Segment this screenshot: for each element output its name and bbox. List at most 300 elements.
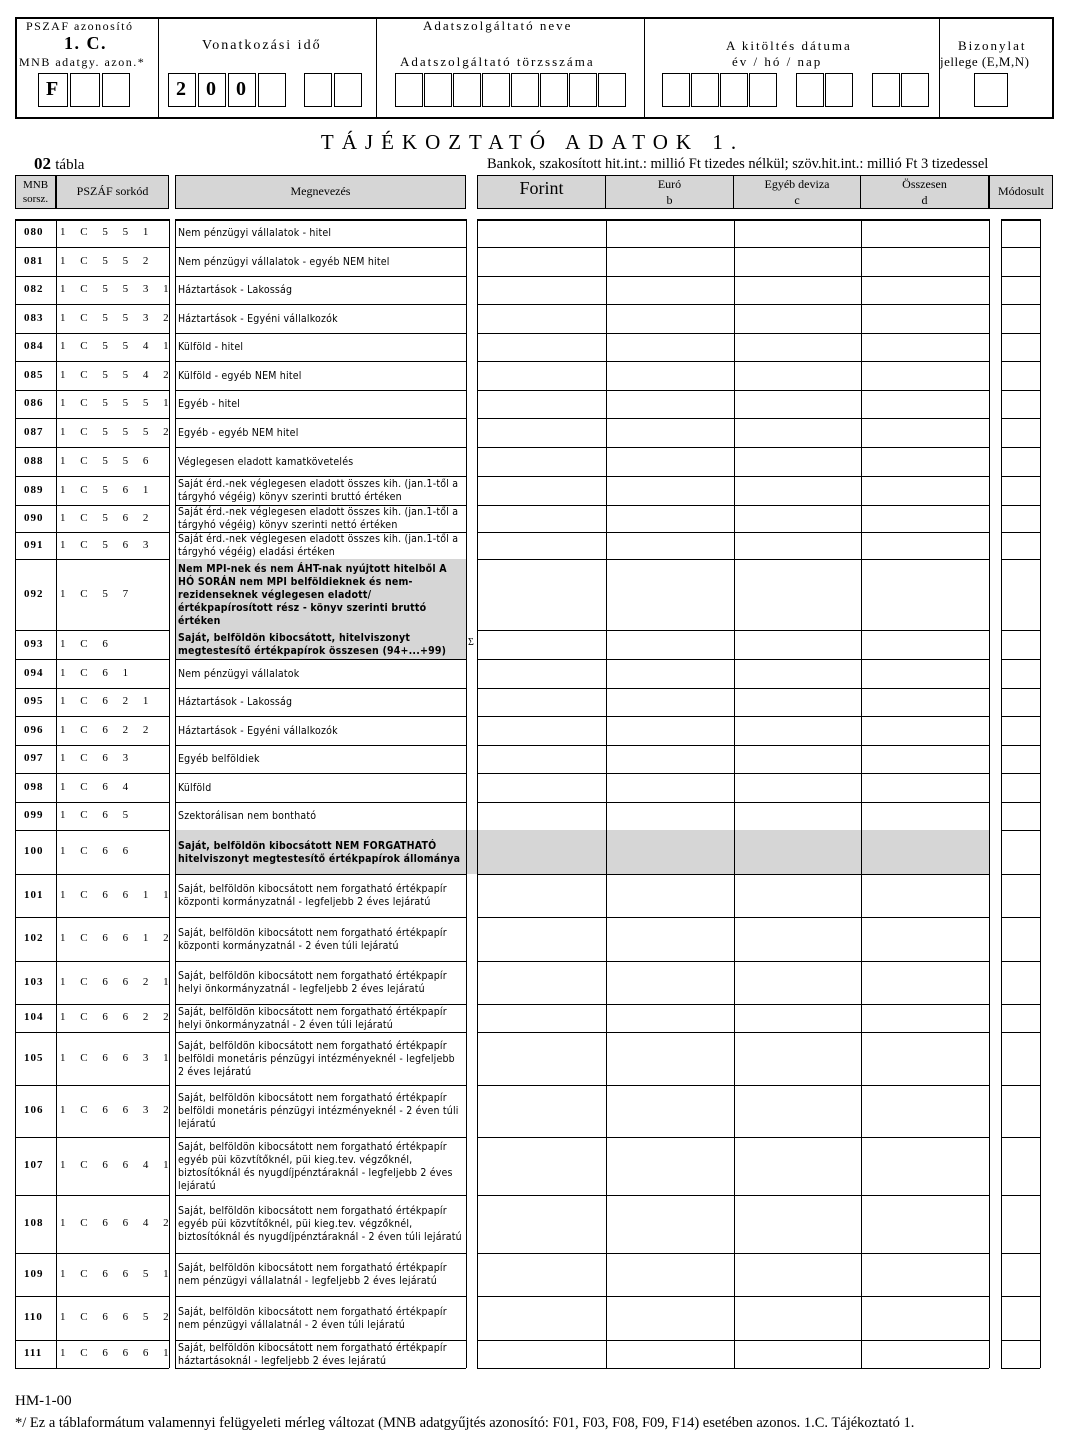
forint-cell[interactable] (477, 390, 606, 418)
other-deviza-cell[interactable] (734, 559, 861, 630)
row-code: 1 C 6 6 5 1 (60, 1267, 175, 1280)
row-divider (175, 418, 466, 419)
row-divider (15, 333, 169, 334)
total-cell[interactable] (861, 1004, 989, 1032)
period-digit-box[interactable] (258, 73, 286, 107)
other-deviza-cell[interactable] (734, 1137, 861, 1195)
provider-id-box[interactable] (540, 73, 568, 107)
mnb-id-box[interactable] (70, 73, 100, 107)
forint-cell[interactable] (477, 1296, 606, 1340)
total-cell[interactable] (861, 390, 989, 418)
total-cell[interactable] (861, 559, 989, 630)
modified-cell[interactable] (1001, 559, 1040, 630)
forint-cell[interactable] (477, 447, 606, 476)
other-deviza-cell[interactable] (734, 219, 861, 247)
forint-cell[interactable] (477, 333, 606, 361)
other-deviza-cell[interactable] (734, 418, 861, 447)
row-code: 1 C 6 6 4 1 (60, 1159, 175, 1171)
modified-cell[interactable] (1001, 830, 1040, 874)
other-deviza-cell[interactable] (734, 333, 861, 361)
modified-cell[interactable] (1001, 333, 1040, 361)
other-deviza-cell[interactable] (734, 1253, 861, 1296)
row-number: 099 (24, 809, 44, 821)
provider-id-box[interactable] (482, 73, 510, 107)
forint-cell[interactable] (477, 247, 606, 276)
total-cell[interactable] (861, 476, 989, 505)
other-deviza-cell[interactable] (734, 1195, 861, 1253)
row-code: 1 C 6 5 (60, 809, 135, 821)
period-digit-box[interactable] (198, 73, 226, 107)
total-cell[interactable] (861, 716, 989, 745)
other-deviza-cell[interactable] (734, 659, 861, 688)
forint-cell[interactable] (477, 961, 606, 1004)
total-cell[interactable] (861, 447, 989, 476)
row-label-text: Saját érd.-nek véglegesen eladott összes kih. (jan.1-től a tárgyhó végéig) eladási értéken (178, 533, 459, 558)
euro-cell[interactable] (606, 418, 734, 447)
row-label-text: Saját, belföldön kibocsátott nem forgatható értékpapír háztartásoknál - legfeljebb 2 éves lejáratú (178, 1341, 447, 1367)
row-divider (175, 1032, 466, 1033)
fill-date-box[interactable] (872, 73, 900, 107)
modified-cell[interactable] (1001, 659, 1040, 688)
modified-cell[interactable] (1001, 874, 1040, 917)
row-number: 104 (24, 1011, 44, 1023)
other-deviza-cell[interactable] (734, 1296, 861, 1340)
row-divider (15, 532, 169, 533)
row-label-text: Háztartások - Lakosság (178, 696, 293, 708)
col-header-other-label: Egyéb deviza (764, 177, 830, 191)
row-number: 081 (24, 254, 44, 267)
row-label-text: Nem pénzügyi vállalatok - hitel (178, 227, 332, 239)
row-number: 084 (24, 340, 44, 352)
euro-cell[interactable] (606, 773, 734, 802)
row-code: 1 C 5 5 6 (60, 454, 155, 467)
euro-cell[interactable] (606, 961, 734, 1004)
mnb-id-value: F (46, 78, 59, 100)
other-deviza-cell[interactable] (734, 630, 861, 659)
total-cell[interactable] (861, 773, 989, 802)
forint-cell[interactable] (477, 1340, 606, 1368)
total-cell[interactable] (861, 1137, 989, 1195)
euro-cell[interactable] (606, 1340, 734, 1368)
forint-cell[interactable] (477, 505, 606, 532)
provider-id-box[interactable] (511, 73, 539, 107)
forint-cell[interactable] (477, 802, 606, 830)
fill-date-box[interactable] (662, 73, 690, 107)
modified-cell[interactable] (1001, 688, 1040, 716)
modified-cell[interactable] (1001, 1195, 1040, 1253)
forint-cell[interactable] (477, 1195, 606, 1253)
total-cell[interactable] (861, 361, 989, 390)
total-cell[interactable] (861, 630, 989, 659)
row-divider (15, 745, 169, 746)
forint-cell[interactable] (477, 559, 606, 630)
row-number: 096 (24, 723, 44, 736)
euro-cell[interactable] (606, 1004, 734, 1032)
row-label (178, 1139, 463, 1194)
row-label-text: Szektorálisan nem bontható (178, 810, 317, 822)
row-number: 090 (24, 511, 44, 524)
col-header-euro-sub: b (666, 193, 673, 207)
row-number: 092 (24, 587, 44, 600)
row-divider (175, 476, 466, 477)
row-label (178, 775, 463, 801)
row-divider (15, 874, 169, 875)
period-digit-box[interactable] (304, 73, 332, 107)
row-label (178, 278, 463, 303)
euro-cell[interactable] (606, 1085, 734, 1137)
forint-cell[interactable] (477, 1253, 606, 1296)
row-code: 1 C 6 6 2 1 (60, 975, 175, 988)
modified-cell[interactable] (1001, 447, 1040, 476)
total-cell[interactable] (861, 802, 989, 830)
modified-cell[interactable] (1001, 1296, 1040, 1340)
total-cell[interactable] (861, 1085, 989, 1137)
header-divider (376, 17, 377, 119)
modified-cell[interactable] (1001, 802, 1040, 830)
col-header-pszaf (56, 175, 169, 209)
row-label (178, 1342, 463, 1367)
forint-cell[interactable] (477, 219, 606, 247)
col-header-forint (477, 175, 606, 209)
modified-cell[interactable] (1001, 247, 1040, 276)
row-code: 1 C 5 5 4 2 (60, 368, 175, 381)
row-label-text: Saját, belföldön kibocsátott nem forgatható értékpapír központi kormányzatnál - legfeljebb 2 éves lejáratú (178, 883, 447, 908)
euro-cell[interactable] (606, 659, 734, 688)
total-cell[interactable] (861, 505, 989, 532)
forint-cell[interactable] (477, 1032, 606, 1085)
euro-cell[interactable] (606, 333, 734, 361)
other-deviza-cell[interactable] (734, 874, 861, 917)
provider-id-box[interactable] (424, 73, 452, 107)
forint-cell[interactable] (477, 1085, 606, 1137)
fill-date-box[interactable] (796, 73, 824, 107)
modified-cell[interactable] (1001, 917, 1040, 961)
column-divider (861, 219, 862, 1368)
modified-cell[interactable] (1001, 276, 1040, 304)
row-label (178, 919, 463, 960)
row-number: 088 (24, 454, 44, 467)
row-label-text: Saját, belföldön kibocsátott, hitelviszonyt megtestesítő értékpapírok összesen (94+...+99) (178, 632, 447, 657)
row-divider (15, 276, 169, 277)
forint-cell[interactable] (477, 276, 606, 304)
col-header-other-sub: c (794, 193, 800, 207)
sigma-symbol: Σ (468, 637, 474, 648)
row-label (178, 832, 463, 873)
modified-cell[interactable] (1001, 390, 1040, 418)
fill-date-box[interactable] (720, 73, 748, 107)
row-divider (175, 917, 466, 918)
row-label-text: Háztartások - Egyéni vállalkozók (178, 724, 338, 737)
provider-id-box[interactable] (453, 73, 481, 107)
euro-cell[interactable] (606, 304, 734, 333)
euro-cell[interactable] (606, 447, 734, 476)
total-cell[interactable] (861, 688, 989, 716)
total-cell[interactable] (861, 418, 989, 447)
euro-cell[interactable] (606, 532, 734, 559)
row-divider (175, 1368, 466, 1369)
period-digit-box[interactable] (228, 73, 256, 107)
row-code: 1 C 6 6 2 2 (60, 1011, 175, 1023)
column-divider (169, 219, 170, 1368)
row-label (178, 392, 463, 417)
row-label (178, 249, 463, 275)
forint-cell[interactable] (477, 773, 606, 802)
provider-id-box[interactable] (569, 73, 597, 107)
mnb-id-box[interactable] (102, 73, 130, 107)
total-cell[interactable] (861, 1032, 989, 1085)
euro-cell[interactable] (606, 716, 734, 745)
fill-date-box[interactable] (825, 73, 853, 107)
total-cell[interactable] (861, 247, 989, 276)
other-deviza-cell[interactable] (734, 745, 861, 773)
row-label (178, 1197, 463, 1252)
other-deviza-cell[interactable] (734, 688, 861, 716)
forint-cell[interactable] (477, 630, 606, 659)
row-label (178, 1034, 463, 1084)
forint-cell[interactable] (477, 476, 606, 505)
modified-cell[interactable] (1001, 1340, 1040, 1368)
column-divider (175, 219, 176, 1368)
total-cell[interactable] (861, 219, 989, 247)
total-cell[interactable] (861, 1340, 989, 1368)
fill-date-sub: év / hó / nap (732, 54, 823, 69)
total-cell[interactable] (861, 745, 989, 773)
euro-cell[interactable] (606, 1032, 734, 1085)
row-label-text: Saját, belföldön kibocsátott nem forgatható értékpapír egyéb püi közvtítőknél, püi kieg.tev. végzőknél, biztosítóknál és nyugdíjpénztáraknál - legfeljebb 2 éves lejáratú (178, 1140, 453, 1192)
other-deviza-cell[interactable] (734, 773, 861, 802)
other-deviza-cell[interactable] (734, 304, 861, 333)
other-deviza-cell[interactable] (734, 1340, 861, 1368)
other-deviza-cell[interactable] (734, 276, 861, 304)
row-label (178, 449, 463, 475)
row-divider (175, 390, 466, 391)
table-top-border (175, 219, 466, 221)
table-top-border (477, 219, 989, 221)
period-digit-box[interactable] (334, 73, 362, 107)
modified-cell[interactable] (1001, 361, 1040, 390)
row-label (178, 718, 463, 744)
forint-cell[interactable] (477, 532, 606, 559)
modified-cell[interactable] (1001, 219, 1040, 247)
pszaf-label: PSZAF azonosító (26, 19, 134, 33)
row-divider (175, 247, 466, 248)
other-deviza-cell[interactable] (734, 1032, 861, 1085)
total-cell[interactable] (861, 961, 989, 1004)
other-deviza-cell[interactable] (734, 247, 861, 276)
row-label (178, 534, 463, 558)
total-cell[interactable] (861, 1253, 989, 1296)
mnb-label: MNB adatgy. azon.* (19, 55, 146, 69)
row-code: 1 C 5 6 2 (60, 511, 155, 524)
row-label-text: Saját, belföldön kibocsátott nem forgatható értékpapír egyéb püi közvtítőknél, püi kieg.tev. végzőknél, biztosítóknál és nyugdíjpénztáraknál - 2 éven túli lejáratú (178, 1205, 462, 1243)
forint-cell[interactable] (477, 917, 606, 961)
row-code: 1 C 6 6 3 1 (60, 1051, 175, 1064)
modified-cell[interactable] (1001, 1004, 1040, 1032)
euro-cell[interactable] (606, 1195, 734, 1253)
modified-cell[interactable] (1001, 532, 1040, 559)
row-code: 1 C 5 5 5 1 (60, 397, 175, 409)
modified-cell[interactable] (1001, 418, 1040, 447)
row-divider (175, 688, 466, 689)
euro-cell[interactable] (606, 505, 734, 532)
row-divider (175, 447, 466, 448)
provider-name-label: Adatszolgáltató neve (423, 18, 573, 33)
row-label (178, 420, 463, 446)
forint-cell[interactable] (477, 688, 606, 716)
total-cell[interactable] (861, 1296, 989, 1340)
row-divider (15, 802, 169, 803)
modified-cell[interactable] (1001, 1085, 1040, 1137)
row-number: 097 (24, 752, 44, 764)
other-deviza-cell[interactable] (734, 1085, 861, 1137)
row-divider (175, 361, 466, 362)
fill-date-box[interactable] (901, 73, 929, 107)
forint-cell[interactable] (477, 361, 606, 390)
euro-cell[interactable] (606, 1253, 734, 1296)
provider-id-box[interactable] (395, 73, 423, 107)
other-deviza-cell[interactable] (734, 716, 861, 745)
modified-cell[interactable] (1001, 476, 1040, 505)
row-divider (15, 361, 169, 362)
row-divider (175, 745, 466, 746)
forint-cell[interactable] (477, 874, 606, 917)
forint-cell[interactable] (477, 418, 606, 447)
euro-cell[interactable] (606, 802, 734, 830)
euro-cell[interactable] (606, 276, 734, 304)
row-label (178, 876, 463, 916)
euro-cell[interactable] (606, 1296, 734, 1340)
euro-cell[interactable] (606, 917, 734, 961)
other-deviza-cell[interactable] (734, 447, 861, 476)
table-number (34, 154, 84, 174)
period-digit-box[interactable] (168, 73, 196, 107)
total-cell[interactable] (861, 874, 989, 917)
row-label-text: Saját, belföldön kibocsátott nem forgatható értékpapír helyi önkormányzatnál - 2 éven túli lejáratú (178, 1005, 447, 1031)
doc-type-label: Bizonylat (958, 38, 1027, 53)
euro-cell[interactable] (606, 247, 734, 276)
euro-cell[interactable] (606, 361, 734, 390)
total-cell[interactable] (861, 304, 989, 333)
modified-cell[interactable] (1001, 773, 1040, 802)
row-divider (175, 716, 466, 717)
row-divider (15, 1195, 169, 1196)
doc-type-box[interactable] (974, 73, 1008, 107)
euro-cell[interactable] (606, 745, 734, 773)
modified-cell[interactable] (1001, 1253, 1040, 1296)
modified-cell[interactable] (1001, 1137, 1040, 1195)
fill-date-box[interactable] (749, 73, 777, 107)
other-deviza-cell[interactable] (734, 1004, 861, 1032)
euro-cell[interactable] (606, 1137, 734, 1195)
modified-cell[interactable] (1001, 304, 1040, 333)
table-word: tábla (55, 157, 85, 173)
row-label-text: Egyéb belföldiek (178, 753, 260, 765)
row-divider (15, 1032, 169, 1033)
row-label-text: Nem pénzügyi vállalatok - egyéb NEM hitel (178, 255, 390, 268)
table-top-border (1001, 219, 1040, 221)
modified-cell[interactable] (1001, 1032, 1040, 1085)
header-divider (644, 17, 645, 119)
other-deviza-cell[interactable] (734, 802, 861, 830)
total-cell[interactable] (861, 659, 989, 688)
row-code: 1 C 6 1 (60, 666, 135, 679)
row-label-text: Egyéb - egyéb NEM hitel (178, 426, 299, 439)
total-cell[interactable] (861, 917, 989, 961)
fill-date-box[interactable] (691, 73, 719, 107)
row-label-text: Saját, belföldön kibocsátott nem forgatható értékpapír belföldi monetáris pénzügyi intézményeknél - 2 éven túli lejáratú (178, 1092, 459, 1130)
modified-cell[interactable] (1001, 745, 1040, 773)
total-cell[interactable] (861, 333, 989, 361)
row-number: 109 (24, 1267, 44, 1280)
other-deviza-cell[interactable] (734, 961, 861, 1004)
col-header-mnb-line1: MNB (22, 179, 49, 191)
euro-cell[interactable] (606, 874, 734, 917)
row-label (178, 221, 463, 246)
row-number: 110 (24, 1311, 43, 1323)
forint-cell[interactable] (477, 304, 606, 333)
mnb-id-box[interactable] (38, 73, 68, 107)
row-label-text: Saját, belföldön kibocsátott nem forgatható értékpapír központi kormányzatnál - 2 éven túli lejáratú (178, 926, 447, 952)
table-number-value: 02 (34, 154, 51, 173)
euro-cell[interactable] (606, 630, 734, 659)
other-deviza-cell[interactable] (734, 476, 861, 505)
row-divider (1001, 1368, 1040, 1369)
forint-cell[interactable] (477, 1004, 606, 1032)
total-cell[interactable] (861, 276, 989, 304)
col-header-modified-label: Módosult (997, 184, 1044, 198)
row-label (178, 661, 463, 687)
row-code: 1 C 5 7 (60, 587, 135, 600)
euro-cell[interactable] (606, 219, 734, 247)
period-label: Vonatkozási idő (202, 38, 322, 53)
other-deviza-cell[interactable] (734, 361, 861, 390)
col-header-total-sub: d (921, 193, 928, 207)
forint-cell[interactable] (477, 1137, 606, 1195)
euro-cell[interactable] (606, 476, 734, 505)
euro-cell[interactable] (606, 559, 734, 630)
row-divider (15, 1137, 169, 1138)
modified-cell[interactable] (1001, 716, 1040, 745)
row-divider (15, 1296, 169, 1297)
modified-cell[interactable] (1001, 961, 1040, 1004)
row-number: 086 (24, 397, 44, 409)
euro-cell[interactable] (606, 390, 734, 418)
row-divider (15, 716, 169, 717)
other-deviza-cell[interactable] (734, 390, 861, 418)
col-header-modified (989, 175, 1053, 209)
period-digit: 2 (176, 78, 186, 100)
total-cell[interactable] (861, 532, 989, 559)
row-code: 1 C 5 5 3 1 (60, 283, 175, 295)
row-label-text: Saját érd.-nek véglegesen eladott összes kih. (jan.1-től a tárgyhó végéig) könyv szerinti bruttó értéken (178, 478, 459, 503)
forint-cell[interactable] (477, 745, 606, 773)
provider-id-box[interactable] (598, 73, 626, 107)
other-deviza-cell[interactable] (734, 917, 861, 961)
forint-cell[interactable] (477, 716, 606, 745)
row-number: 089 (24, 483, 44, 496)
modified-cell[interactable] (1001, 630, 1040, 659)
row-number: 103 (24, 975, 44, 988)
total-cell[interactable] (861, 1195, 989, 1253)
row-divider (15, 505, 169, 506)
modified-cell[interactable] (1001, 505, 1040, 532)
table-top-border (15, 219, 169, 221)
other-deviza-cell[interactable] (734, 505, 861, 532)
forint-cell[interactable] (477, 659, 606, 688)
row-divider (175, 1296, 466, 1297)
euro-cell[interactable] (606, 688, 734, 716)
other-deviza-cell[interactable] (734, 532, 861, 559)
